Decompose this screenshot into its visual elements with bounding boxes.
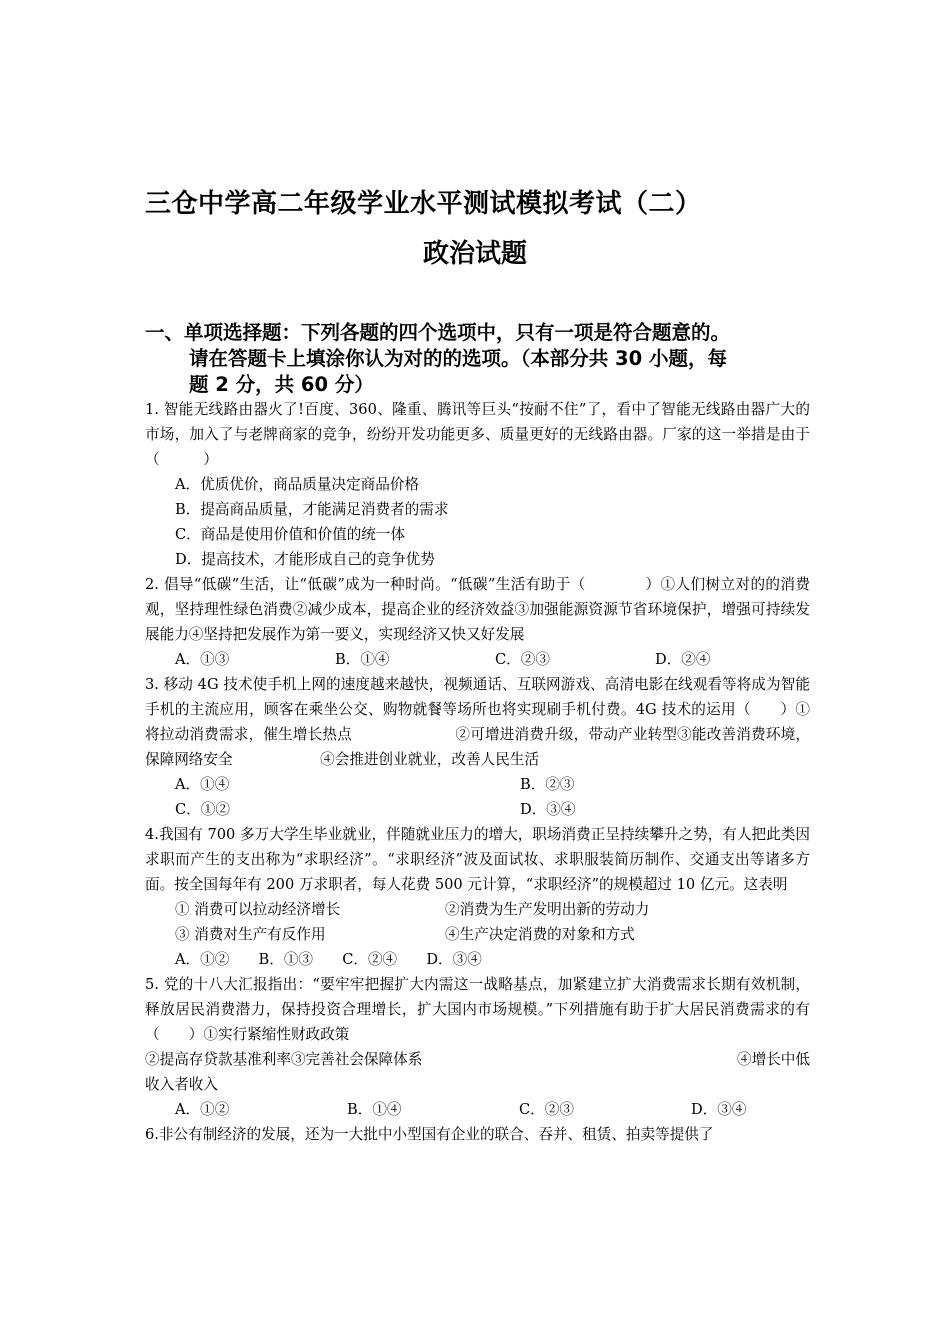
- question-3-option-b: B．②③: [520, 776, 575, 793]
- question-3-option-c: C．①②: [175, 801, 230, 818]
- question-3-stem: 3. 移动 4G 技术使手机上网的速度越来越快，视频通话、互联网游戏、高清电影在线观看等将成为智能手机的主流应用，顾客在乘坐公交、购物就餐等场所也将实现刷手机付费。4G 技术的运用（ ）①将拉动消费需求，催生增长热点 ②可增进消费升级，带动产业转型③能改善消费环境，保障网络安全 ④会推进创业就业，改善人民生活: [145, 676, 810, 768]
- section-heading: [145, 320, 815, 398]
- question-5-options: [145, 1097, 810, 1122]
- question-5-option-b: B．①④: [347, 1101, 402, 1118]
- question-4-statements-row-2: [145, 922, 810, 947]
- question-5-stem: 5. 党的十八大汇报指出：“要牢牢把握扩大内需这一战略基点，加紧建立扩大消费需求长期有效机制，释放居民消费潜力，保持投资合理增长，扩大国内市场规模。”下列措施有助于扩大居民消费需求的有（ ）①实行紧缩性财政政策: [145, 976, 810, 1043]
- section-heading-line-1: 一、单项选择题：下列各题的四个选项中，只有一项是符合题意的。: [145, 321, 731, 344]
- questions-body: [145, 397, 810, 1147]
- question-5-line-3: 收入者收入: [145, 1076, 218, 1093]
- question-2-option-b: B．①④: [335, 651, 390, 668]
- question-4-statement-1: ① 消费可以拉动经济增长: [175, 901, 341, 918]
- question-3-option-a: A．①④: [175, 776, 230, 793]
- question-5-line-2-right: ④增长中低: [737, 1051, 810, 1068]
- question-4-statement-4: ④生产决定消费的对象和方式: [445, 926, 635, 943]
- question-4-options: A．①② B．①③ C．②④ D．③④: [175, 951, 482, 968]
- question-2-option-a: A．①③: [175, 651, 230, 668]
- question-2-option-c: C．②③: [495, 651, 550, 668]
- question-1-option-d: D．提高技术，才能形成自己的竞争优势: [175, 551, 435, 568]
- exam-subtitle: 政治试题: [422, 239, 527, 269]
- question-3-options-row-1: [145, 772, 810, 797]
- question-5-option-a: A．①②: [175, 1101, 230, 1118]
- question-1-option-a: A．优质优价，商品质量决定商品价格: [175, 476, 420, 493]
- question-3-options-row-2: [145, 797, 810, 822]
- question-2-stem: 2. 倡导“低碳”生活，让“低碳”成为一种时尚。“低碳”生活有助于（ ）①人们树立对的的消费观，坚持理性绿色消费②减少成本，提高企业的经济效益③加强能源资源节省环境保护，增强可持续发展能力④坚持把发展作为第一要义，实现经济又快又好发展: [145, 576, 810, 643]
- question-5-option-c: C．②③: [519, 1101, 574, 1118]
- question-5-line-2-left: ②提高存贷款基准利率③完善社会保障体系: [145, 1051, 423, 1068]
- question-4-stem: 4.我国有 700 多万大学生毕业就业，伴随就业压力的增大，职场消费正呈持续攀升之势，有人把此类因求职而产生的支出称为“求职经济”。“求职经济”波及面试妆、求职服装简历制作、交通支出等诸多方面。按全国每年有 200 万求职者，每人花费 500 元计算，“求职经济”的规模超过 10 亿元。这表明: [145, 826, 810, 893]
- question-4-statement-2: ②消费为生产发明出新的劳动力: [445, 901, 650, 918]
- question-2-options: [145, 647, 810, 672]
- question-1-stem: 1. 智能无线路由器火了!百度、360、隆重、腾讯等巨头“按耐不住”了，看中了智能无线路由器广大的市场，加入了与老牌商家的竞争，纷纷开发功能更多、质量更好的无线路由器。厂家的这一举措是由于（ ）: [145, 401, 810, 468]
- question-5-option-d: D．③④: [691, 1101, 747, 1118]
- question-4-statements-row-1: [145, 897, 810, 922]
- question-4-statement-3: ③ 消费对生产有反作用: [175, 926, 326, 943]
- section-heading-line-2: 请在答题卡上填涂你认为对的的选项。（本部分共 30 小题，每: [189, 347, 727, 370]
- question-2-option-d: D．②④: [655, 651, 711, 668]
- exam-title: 三仓中学高二年级学业水平测试模拟考试（二）: [145, 189, 702, 219]
- question-1-option-c: C．商品是使用价值和价值的统一体: [175, 526, 406, 543]
- question-3-option-d: D．③④: [520, 801, 576, 818]
- question-5-line-2: [145, 1047, 810, 1072]
- question-6-stem: 6.非公有制经济的发展，还为一大批中小型国有企业的联合、吞并、租赁、拍卖等提供了: [145, 1126, 714, 1143]
- section-heading-line-3: 题 2 分，共 60 分）: [189, 373, 374, 396]
- question-1-option-b: B．提高商品质量，才能满足消费者的需求: [175, 501, 449, 518]
